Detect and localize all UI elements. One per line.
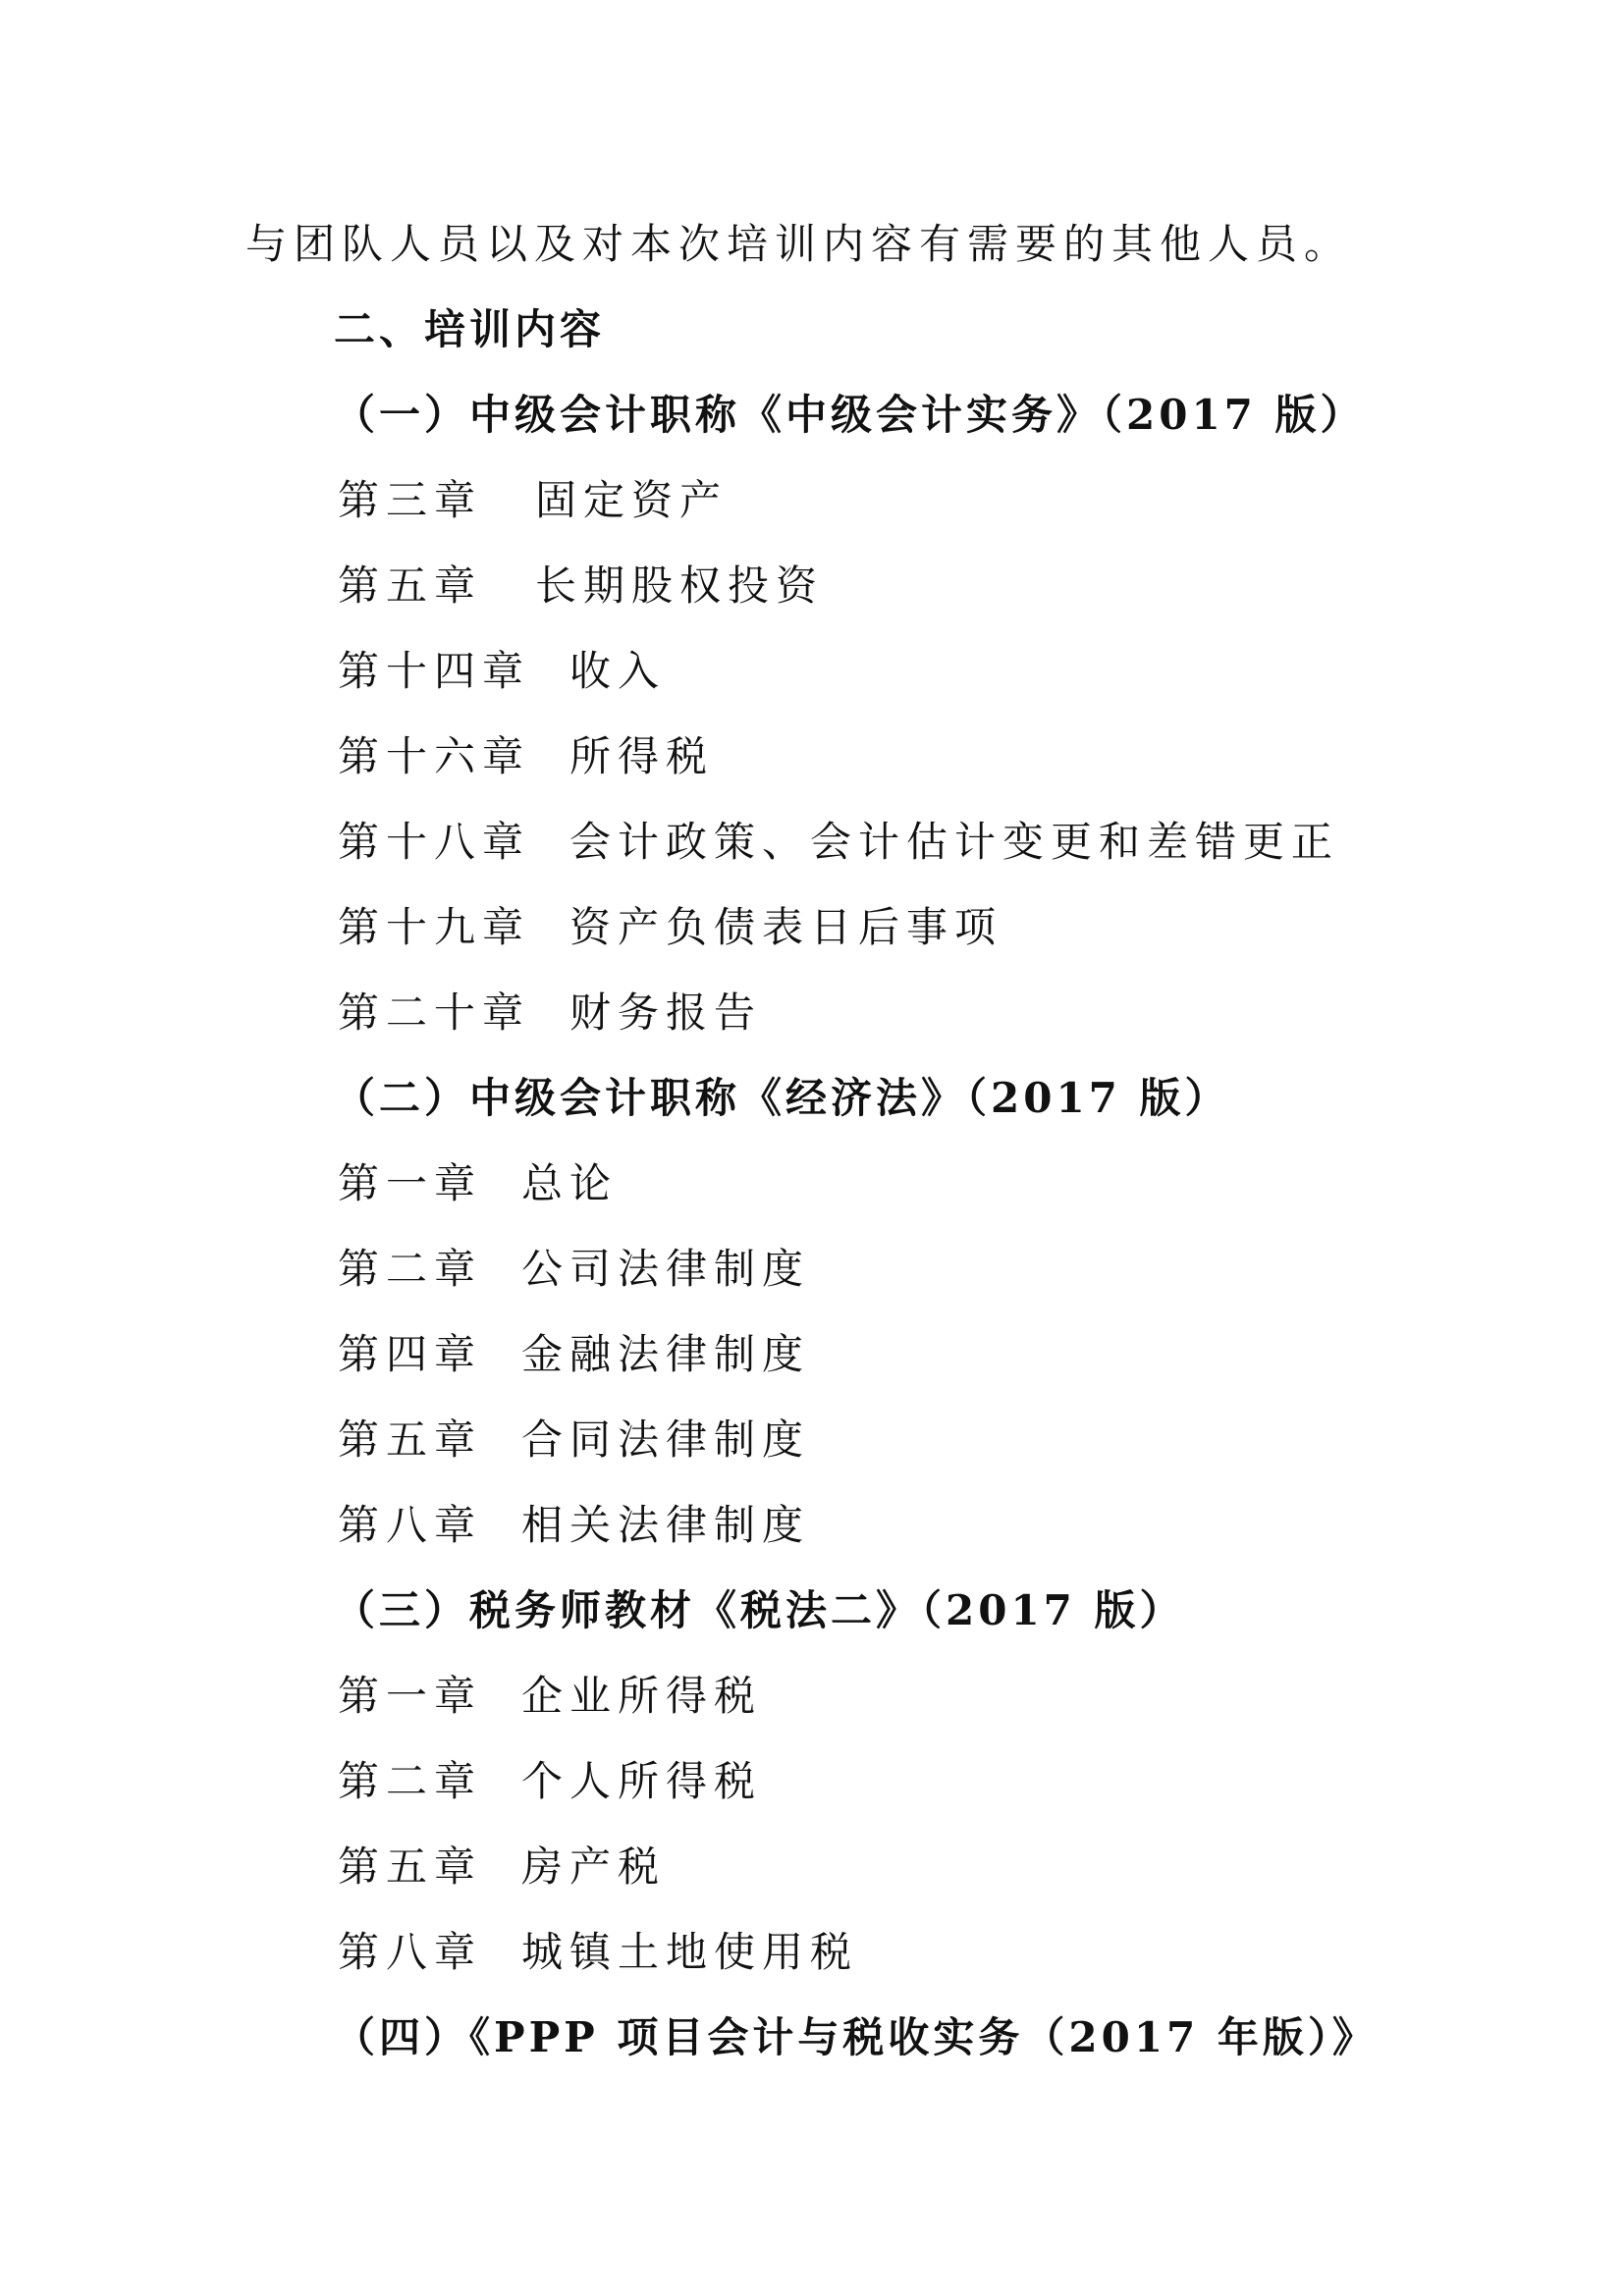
chapter-number: 第五章: [338, 1415, 483, 1464]
chapter-number: 第十九章: [338, 903, 531, 951]
book-title: （一）中级会计职称《中级会计实务》（2017 版）: [334, 391, 1366, 439]
chapter-number: 第八章: [338, 1501, 483, 1549]
chapter-line: [338, 988, 763, 1037]
chapter-number: 第十八章: [338, 818, 531, 866]
chapter-line: [338, 1757, 763, 1805]
chapter-number: 第五章: [338, 1842, 483, 1891]
section-heading: 二、培训内容: [334, 305, 606, 353]
chapter-name: 资产负债表日后事项: [569, 903, 1003, 951]
chapter-number: 第八章: [338, 1928, 483, 1976]
chapter-name: 财务报告: [569, 988, 763, 1037]
chapter-number: 第十六章: [338, 732, 531, 780]
chapter-name: 城镇土地使用税: [521, 1928, 859, 1976]
chapter-line: [338, 1415, 811, 1464]
chapter-number: 第二十章: [338, 988, 531, 1037]
chapter-line: [338, 1501, 811, 1549]
chapter-name: 合同法律制度: [521, 1415, 811, 1464]
book-title: （二）中级会计职称《经济法》（2017 版）: [334, 1074, 1230, 1122]
chapter-number: 第一章: [338, 1672, 483, 1720]
chapter-name: 企业所得税: [521, 1672, 763, 1720]
intro-line: 与团队人员以及对本次培训内容有需要的其他人员。: [245, 220, 1353, 268]
chapter-line: [338, 561, 825, 610]
chapter-number: 第二章: [338, 1757, 483, 1805]
chapter-name: 总论: [521, 1159, 619, 1207]
chapter-number: 第二章: [338, 1245, 483, 1293]
chapter-number: 第一章: [338, 1159, 483, 1207]
book-title: （四）《PPP 项目会计与税收实务（2017 年版）》: [334, 2013, 1378, 2061]
chapter-line: [338, 818, 1340, 866]
chapter-number: 第四章: [338, 1330, 483, 1378]
chapter-line: [338, 1245, 811, 1293]
chapter-line: [338, 1159, 619, 1207]
chapter-name: 固定资产: [535, 476, 729, 524]
chapter-line: [338, 1928, 859, 1976]
chapter-number: 第五章: [338, 561, 483, 610]
chapter-name: 个人所得税: [521, 1757, 763, 1805]
chapter-name: 长期股权投资: [535, 561, 825, 610]
chapter-line: [338, 1330, 811, 1378]
chapter-line: [338, 732, 715, 780]
chapter-name: 公司法律制度: [521, 1245, 811, 1293]
chapter-name: 金融法律制度: [521, 1330, 811, 1378]
chapter-number: 第十四章: [338, 647, 531, 695]
chapter-line: [338, 1842, 667, 1891]
book-title: （三）税务师教材《税法二》（2017 版）: [334, 1586, 1185, 1634]
chapter-name: 收入: [569, 647, 667, 695]
chapter-line: [338, 476, 729, 524]
chapter-line: [338, 903, 1003, 951]
chapter-line: [338, 1672, 763, 1720]
chapter-line: [338, 647, 667, 695]
chapter-name: 房产税: [521, 1842, 667, 1891]
chapter-name: 相关法律制度: [521, 1501, 811, 1549]
chapter-number: 第三章: [338, 476, 483, 524]
chapter-name: 会计政策、会计估计变更和差错更正: [569, 818, 1340, 866]
chapter-name: 所得税: [569, 732, 715, 780]
